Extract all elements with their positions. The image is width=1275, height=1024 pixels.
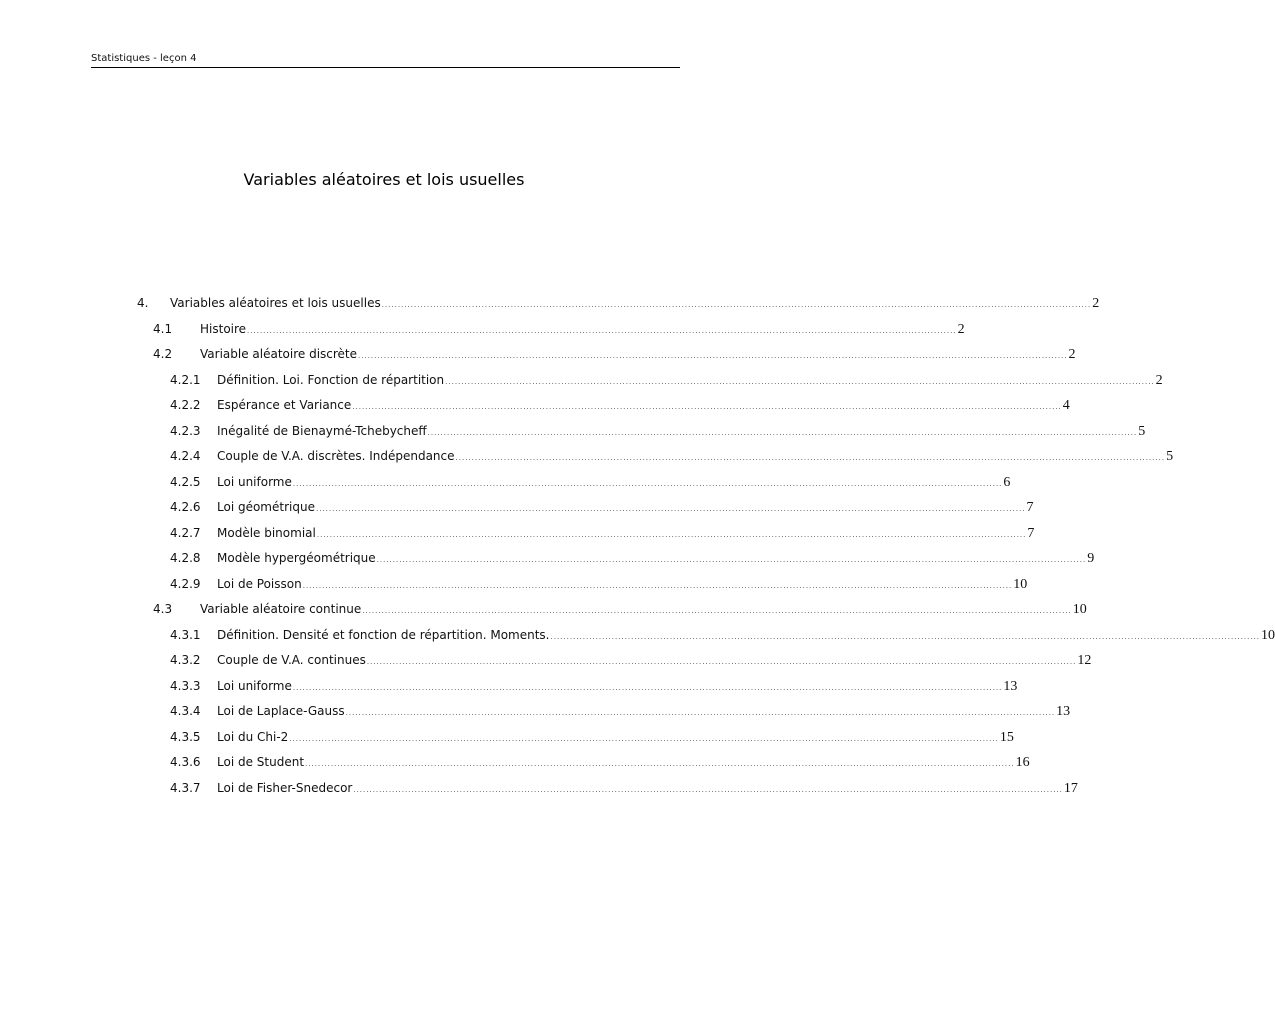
toc-entry[interactable] xyxy=(170,648,1092,673)
toc-leader-dots: ............................................................................................................................................................................................................................ xyxy=(362,607,1072,615)
toc-entry-title: Loi de Poisson xyxy=(217,576,302,591)
toc-leader-dots: ............................................................................................................................................................................................................................ xyxy=(316,530,1027,539)
toc-entry-page: 2 xyxy=(1068,347,1076,362)
toc-leader-dots: ............................................................................................................................................................................................................................ xyxy=(315,505,1026,513)
toc-entry[interactable] xyxy=(170,470,1011,495)
toc-entry-title: Loi de Laplace-Gauss xyxy=(217,704,345,718)
header-text: Statistiques - leçon 4 xyxy=(91,53,197,64)
toc-entry-page: 9 xyxy=(1087,551,1095,566)
toc-leader-dots: ............................................................................................................................................................................................................................ xyxy=(445,377,1155,386)
toc-leader-dots: ............................................................................................................................................................................................................................ xyxy=(550,632,1261,641)
toc-entry-page: 5 xyxy=(1138,423,1146,439)
toc-leader-dots: ............................................................................................................................................................................................................................ xyxy=(247,326,957,335)
toc-entry-page: 6 xyxy=(1003,474,1011,490)
toc-entry-number: 4.1 xyxy=(153,321,173,336)
toc-entry-number: 4.2.4 xyxy=(170,449,201,463)
toc-leader-dots: ............................................................................................................................................................................................................................ xyxy=(353,785,1063,794)
toc-leader-dots: ............................................................................................................................................................................................................................ xyxy=(292,683,1003,692)
toc-entry-title: Couple de V.A. continues xyxy=(217,653,366,667)
toc-leader-dots: ............................................................................................................................................................................................................................ xyxy=(302,581,1013,590)
toc-entry-title: Loi de Fisher-Snedecor xyxy=(217,780,353,795)
toc-entry-title: Définition. Loi. Fonction de répartition xyxy=(217,372,445,387)
toc-entry-page: 5 xyxy=(1166,449,1174,464)
toc-entry[interactable] xyxy=(170,495,1034,520)
toc-entry-page: 16 xyxy=(1015,755,1030,770)
toc-entry[interactable] xyxy=(170,725,1014,750)
toc-entry[interactable] xyxy=(170,572,1028,597)
toc-entry-page: 12 xyxy=(1077,653,1092,668)
toc-entry[interactable] xyxy=(170,444,1174,469)
toc-entry-page: 13 xyxy=(1056,704,1071,719)
toc-entry-number: 4.3.6 xyxy=(170,755,201,769)
toc-entry-page: 15 xyxy=(999,729,1014,745)
toc-entry-number: 4.2.6 xyxy=(170,500,201,514)
toc-entry-number: 4.2.1 xyxy=(170,372,201,387)
toc-entry-number: 4.3.2 xyxy=(170,653,201,667)
toc-entry-page: 4 xyxy=(1062,398,1070,413)
toc-entry[interactable] xyxy=(170,546,1095,571)
toc-entry[interactable] xyxy=(170,521,1035,546)
toc-entry-number: 4.3 xyxy=(153,602,173,616)
toc-entry[interactable] xyxy=(170,750,1030,775)
toc-entry-page: 17 xyxy=(1063,780,1078,796)
toc-leader-dots: ............................................................................................................................................................................................................................ xyxy=(366,658,1077,666)
toc-entry-title: Définition. Densité et fonction de répartition. Moments. xyxy=(217,627,550,642)
toc-leader-dots: ............................................................................................................................................................................................................................ xyxy=(352,403,1062,411)
toc-entry[interactable] xyxy=(170,776,1078,801)
toc-entry-title: Couple de V.A. discrètes. Indépendance xyxy=(217,449,455,463)
toc-entry-page: 13 xyxy=(1003,678,1018,694)
toc-entry-title: Variable aléatoire discrète xyxy=(200,347,358,361)
toc-entry-number: 4.3.1 xyxy=(170,627,201,642)
toc-entry-title: Espérance et Variance xyxy=(217,398,352,412)
toc-leader-dots: ............................................................................................................................................................................................................................ xyxy=(345,709,1056,717)
toc-entry[interactable] xyxy=(170,623,1275,648)
toc-entry-page: 2 xyxy=(957,321,965,337)
toc-entry-number: 4. xyxy=(137,296,149,310)
toc-entry-page: 7 xyxy=(1027,525,1035,541)
toc-leader-dots: ............................................................................................................................................................................................................................ xyxy=(358,352,1068,360)
toc-entry-number: 4.2.5 xyxy=(170,474,201,489)
running-header xyxy=(91,53,680,68)
toc-entry-number: 4.2 xyxy=(153,347,173,361)
toc-entry-page: 2 xyxy=(1155,372,1163,388)
toc-entry-page: 2 xyxy=(1092,296,1100,311)
toc-entry-number: 4.2.2 xyxy=(170,398,201,412)
toc-entry[interactable] xyxy=(170,699,1071,724)
toc-entry-number: 4.3.7 xyxy=(170,780,201,795)
toc-leader-dots: ............................................................................................................................................................................................................................ xyxy=(455,454,1166,462)
toc-entry-page: 10 xyxy=(1261,627,1275,643)
toc-entry[interactable] xyxy=(170,419,1146,444)
toc-entry-title: Loi uniforme xyxy=(217,678,292,693)
toc-leader-dots: ............................................................................................................................................................................................................................ xyxy=(376,556,1087,564)
toc-entry-page: 7 xyxy=(1026,500,1034,515)
toc-entry[interactable] xyxy=(170,674,1018,699)
document-title: Variables aléatoires et lois usuelles xyxy=(243,170,525,189)
toc-entry-number: 4.2.8 xyxy=(170,551,201,565)
toc-entry-title: Loi uniforme xyxy=(217,474,292,489)
toc-entry-number: 4.2.9 xyxy=(170,576,201,591)
toc-entry-title: Loi de Student xyxy=(217,755,305,769)
toc-entry-page: 10 xyxy=(1013,576,1028,592)
toc-leader-dots: ............................................................................................................................................................................................................................ xyxy=(381,301,1092,309)
toc-leader-dots: ............................................................................................................................................................................................................................ xyxy=(305,760,1015,768)
toc-entry-title: Variables aléatoires et lois usuelles xyxy=(170,296,381,310)
toc-entry[interactable] xyxy=(170,393,1070,418)
toc-entry-number: 4.2.7 xyxy=(170,525,201,540)
toc-entry-title: Loi du Chi-2 xyxy=(217,729,289,744)
toc-entry-title: Histoire xyxy=(200,321,247,336)
toc-leader-dots: ............................................................................................................................................................................................................................ xyxy=(289,734,999,743)
toc-entry-number: 4.3.3 xyxy=(170,678,201,693)
toc-entry-title: Modèle binomial xyxy=(217,525,316,540)
toc-entry[interactable] xyxy=(153,317,965,342)
toc-entry[interactable] xyxy=(153,342,1076,367)
toc-entry-title: Variable aléatoire continue xyxy=(200,602,362,616)
toc-entry[interactable] xyxy=(137,291,1100,316)
toc-entry-number: 4.3.5 xyxy=(170,729,201,744)
toc-entry-title: Modèle hypergéométrique xyxy=(217,551,376,565)
toc-entry-number: 4.3.4 xyxy=(170,704,201,718)
toc-entry-title: Loi géométrique xyxy=(217,500,315,514)
toc-entry-number: 4.2.3 xyxy=(170,423,201,438)
toc-entry-page: 10 xyxy=(1072,602,1087,617)
toc-leader-dots: ............................................................................................................................................................................................................................ xyxy=(292,479,1003,488)
toc-entry[interactable] xyxy=(170,368,1163,393)
toc-entry[interactable] xyxy=(153,597,1087,622)
toc-entry-title: Inégalité de Bienaymé-Tchebycheff xyxy=(217,423,427,438)
toc-leader-dots: ............................................................................................................................................................................................................................ xyxy=(427,428,1138,437)
